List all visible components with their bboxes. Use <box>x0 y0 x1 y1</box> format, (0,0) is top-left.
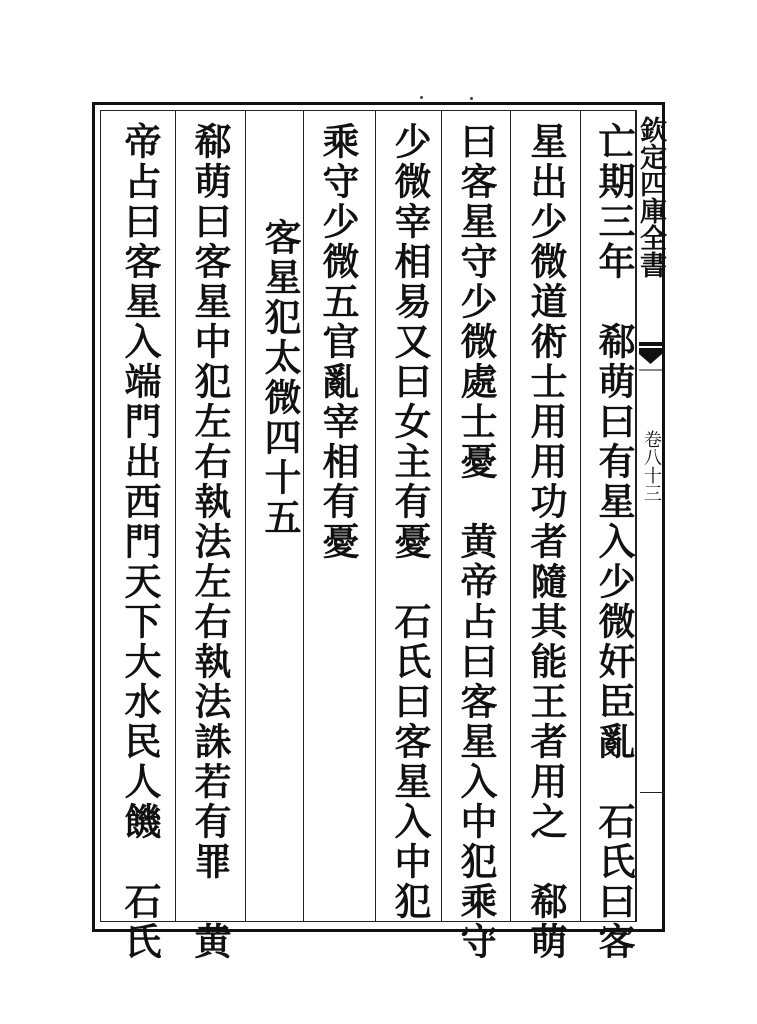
text-column-5: 乘守少微五官亂宰相有憂 <box>316 122 360 562</box>
collection-title: 欽定四庫全書 <box>635 116 666 278</box>
text-column-4: 少微宰相易又曰女主有憂 石氏曰客星入中犯 <box>388 122 432 922</box>
margin-tick <box>640 792 665 793</box>
section-heading: 客星犯太微四十五 <box>258 218 302 538</box>
text-column-7: 郗萌曰客星中犯左右執法左右執法誅若有罪 黄 <box>188 122 232 962</box>
text-column-8: 帝占曰客星入端門出西門天下大水民人饑 石氏 <box>118 122 162 962</box>
text-column-3: 曰客星守少微處士憂 黄帝占曰客星入中犯乘守 <box>454 122 498 962</box>
column-rule <box>510 110 511 922</box>
volume-label: 卷八十三 <box>641 430 662 502</box>
text-column-1: 亡期三年 郗萌曰有星入少微奸臣亂 石氏曰客 <box>592 122 636 962</box>
text-column-2: 星出少微道術士用用功者隨其能王者用之 郗萌 <box>524 122 568 962</box>
scan-speck <box>420 96 423 99</box>
column-rule <box>375 110 376 922</box>
scan-speck <box>470 97 473 100</box>
fish-tail-mark-icon <box>638 340 663 380</box>
column-rule <box>245 110 246 922</box>
column-rule <box>580 110 581 922</box>
column-rule <box>175 110 176 922</box>
column-rule <box>441 110 442 922</box>
